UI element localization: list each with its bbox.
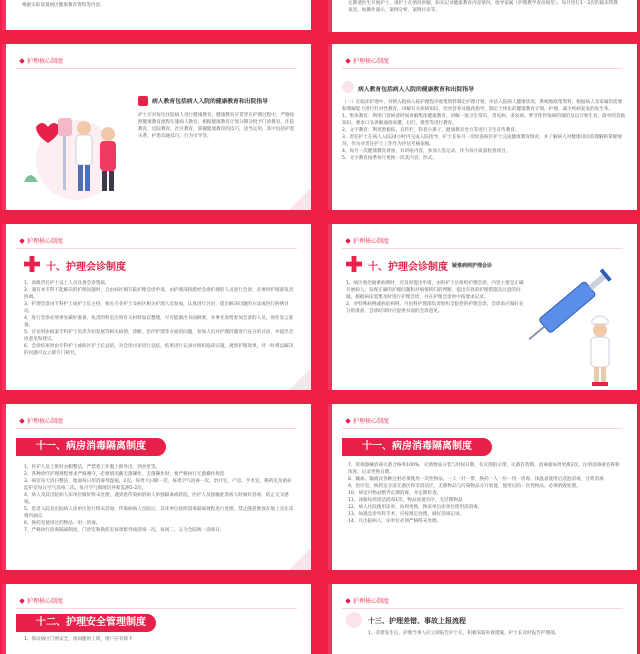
slide-header [20, 236, 63, 245]
slide-body [342, 99, 626, 162]
paragraph: 3、责任护士在病人入院24小时内完成入院指导，护士长每月一次检查病区护士完成健康教育情况，并了解病人对健康知识的理解和掌握情况，作为对责任护士工作作为评估考核依据。 [342, 135, 622, 147]
list-item: 12、病人住院使用床单，每周更换，换床单后床单位使用前消毒。 [348, 505, 483, 510]
corner-decoration [289, 188, 311, 210]
slide-header [20, 416, 63, 425]
divider [16, 608, 297, 609]
header-label: 护理核心制度 [353, 418, 390, 425]
slide-body [368, 630, 622, 637]
list-item: 1、病区收治疑难病例时，应及时提出申请，由科护士长组织护理会诊，内容主要是正确开展病人，发现正确的护理问题和对病情转归的判断，提出有效的护理措施及注意的问题，根据病床需要及时进行护理会诊，并在护理会诊单中按要求记录。 [346, 281, 524, 300]
slide-body [346, 280, 526, 315]
list-item: 8、输血、输液及各种注射必须使用一次性物品，一人一针一带，换药一人一份一用一消毒，体温表使用后浸泡消毒，分类消毒 [348, 477, 604, 482]
slide-title: 十、护理会诊制度 [46, 262, 126, 273]
diamond-icon [19, 598, 25, 604]
slide-9[interactable] [2, 584, 311, 654]
list-item: 5、讨论时由病案专科护士负责介绍发展等相关病情，诊断、治疗护理等方面的问题，参加人员对护理问题进行充分的讨论，并提出会诊意见和建议。 [24, 330, 294, 342]
header-label: 护理核心制度 [27, 238, 64, 245]
slide-text [348, 0, 618, 14]
divider [16, 248, 297, 249]
diamond-icon [19, 58, 25, 64]
slide-body [24, 280, 296, 357]
slide-title: 病人教育包括病人入院的健康教育和出院指导 [152, 99, 268, 105]
corner-decoration [289, 368, 311, 390]
slide-header [346, 236, 389, 245]
list-item: 2、对特殊病例或病危病例，可由科护理部负责组织全院性的护理会诊，会诊前应做好充分的准备，会诊结束时应提供书面的会诊意见。 [346, 302, 524, 314]
paragraph: 1、集体教育：利用门诊候诊时间讲解集体健康教育，讲解一般卫生常识，常见病、多发病、季节性传染病的预防及以计划生育、简单的急救知识，要求口头讲解通俗易懂，幻灯，模型等进行教育。 [342, 114, 626, 126]
header-label: 护理核心制度 [27, 418, 64, 425]
list-item: 6、换药室使用过的物品一用一消毒。 [24, 521, 101, 526]
slide-header [346, 56, 389, 65]
list-item: 7、常规器械消毒灭菌合格率100%，灭菌物品分装与时间日期，有灭菌指示带，灭菌有效期。消毒液每周更换2次，注明消毒液名称和浓度，记录更换日期。 [348, 463, 620, 475]
header-label: 护理核心制度 [353, 238, 390, 245]
slide-4[interactable] [328, 44, 637, 210]
divider [342, 608, 623, 609]
slide-10[interactable] [328, 584, 637, 654]
list-item: 1、高级责任护士以上人员具备会诊资质。 [24, 281, 110, 286]
list-item: 1、医护人员上班时衣帽整洁，严禁着工作服上街外出、到食堂等。 [24, 465, 161, 470]
nurse-patient-illustration [16, 82, 131, 202]
divider [16, 68, 297, 69]
divider [342, 68, 623, 69]
slide-2[interactable] [328, 0, 637, 32]
slide-title-bar: 十二、护理安全管理制度 [16, 614, 156, 632]
doctor-avatar-icon [346, 612, 362, 628]
divider [342, 248, 623, 249]
header-label: 护理核心制度 [353, 58, 390, 65]
header-label: 护理核心制度 [27, 598, 64, 605]
slide-body [24, 464, 296, 534]
diamond-icon [345, 418, 351, 424]
diamond-icon [345, 58, 351, 64]
header-label: 护理核心制度 [353, 598, 390, 605]
heart-icon [342, 81, 354, 93]
medical-cross-icon [346, 256, 362, 272]
slide-title: 十、护理会诊制度 [368, 262, 448, 273]
slide-title-bar: 十一、病房消毒隔离制度 [16, 438, 166, 456]
subtitle-tag: 疑难病例护理会诊 [452, 263, 493, 269]
list-item: 7、严格执行消毒隔离制度，门诊室和换药室每周紫外线消毒一次。每周二、五为全院统一消毒日。 [24, 528, 225, 533]
list-bullet-icon [138, 96, 148, 106]
slide-body [348, 462, 624, 525]
list-item: 4、进行会诊必须事先做好准备，负责的科室应将有关材料加以整理，尽可能做出书面摘要，并事先发给参加会诊的人员，预作发言准备。 [24, 316, 294, 328]
diamond-icon [345, 598, 351, 604]
slide-text [22, 2, 292, 9]
list-item: 11、冰箱每周清洁消毒1次，物品放置有序，无过期物品 [348, 498, 463, 503]
list-item: 13、如遇急诊外科手术，应按规定处理，做好消毒记录。 [348, 512, 465, 517]
diamond-icon [345, 238, 351, 244]
list-item: 5、患者入院及出院病人床单位进行终末消毒，传染病病人出院后，其床单位按照消毒隔离规程进行处理，禁止随意堆放在地上及在床椅内滴点 [24, 507, 294, 519]
list-item: 9、治疗室、换药室分清无菌区和非清洁区，无菌物品与污染物品分开放置，使用后的一次性物品，必须销毁处理。 [348, 484, 581, 489]
list-item: 3、护理会诊由专科护士或护士长主持，相关专业护士及病区相关护理人员参加，认真进行讨论，提出解决问题的方法或进行病例讨论。 [24, 302, 289, 314]
divider [16, 428, 297, 429]
paragraph: 5、文字教育按季每月更换一次其内容、形式。 [342, 156, 437, 161]
slide-3[interactable] [2, 44, 311, 210]
list-item: 1、保证病区门窗安全，夜间随时上锁，窗户应有锁卡 [24, 637, 133, 642]
slide-title-bar: 十一、病房消毒隔离制度 [342, 438, 492, 456]
slide-header [346, 596, 389, 605]
slide-header [20, 596, 63, 605]
syringe-nurse-illustration [528, 258, 628, 388]
list-item: 10、病室内物品整齐定期消毒，并定期检查。 [348, 491, 442, 496]
slide-header [20, 56, 63, 65]
list-item: 2、遇有本专科不能解决的护理问题时，自由病区填写院护理会诊申请，由护理部指派经会诊护理的人员进行会诊，必要时护理部负责协调。 [24, 288, 294, 300]
medical-cross-icon [24, 256, 40, 272]
list-item: 2、各种诊疗护理规程要求严格遵守，必要情况戴无菌操作，无菌操作时，要严格执行无菌操作规范 [24, 472, 225, 477]
paragraph: 2、文字教育：利用黑板报，宣传栏，科普小册子，健康教育处方等进行卫生宣传教育。 [342, 128, 520, 133]
slide-title: 病人教育包括病人入院的健康教育和出院指导 [358, 87, 474, 93]
corner-decoration [289, 548, 311, 570]
slide-6[interactable] [328, 224, 637, 390]
diamond-icon [19, 238, 25, 244]
list-item: 1、差错发生后，护理当事人应立即报告护士长，积极采取补救措施，护士长及时报告护理部。 [368, 631, 560, 636]
slide-title: 十三、护理差错、事故上报流程 [368, 617, 466, 625]
list-item: 6、会诊结束时由专科护士或病区护士长总结，对会诊讨论进行总结，结果进行记录并组织临床实施，观察护理效果，对一时难以解决的问题可以立即专门研究。 [24, 344, 294, 356]
slide-5[interactable] [2, 224, 311, 390]
list-item: 3、病室每天清扫整洁，地面每日用消毒剂湿拖。2次，每周大扫除一次，每周空气消毒一次。治疗室、产房、手术室、换药室及重症监护室每日空气消毒二次。每月空气细菌培养和监测1-2次。 [24, 479, 292, 491]
divider [342, 428, 623, 429]
slide-header [346, 416, 389, 425]
paragraph: （一）在临床护理中，对新入院病人按护理程序收集资料制定护理计划，评估入院病人健康状况，系统地收集资料，根据病人及家属的需要和理解能力进行针对性教育，讲解有关疾病知识，饮食营养及服药指导，制定个体化的健康教育计划，护理，减少疾病复发的发生率。 [342, 100, 623, 112]
list-item: 14、凡出院病人，床单位必须严格终末处理。 [348, 519, 442, 524]
slide-body: 护士应对每位住院病人进行健康教育，健康教育应贯穿在护理过程中，严格按照健康教育流程实施病人教育，根据健康教育计划分期分批予门诊教育，住院教育，出院教育，社区教育，掌握健康教育的技巧，适当运用，其中包括护患关系，护患沟通技巧，行为引导等。 [138, 113, 295, 139]
slide-7[interactable] [2, 404, 311, 570]
list-item: 4、病人及其出院病人床单位做好终末处理，遇到患传染病的病人单独隔离或转院，医护人员接触此类病人时做好消毒，防止交叉感染。 [24, 493, 289, 505]
text-line: 根据实际设置病区健康教育资料等内容。 [22, 3, 105, 8]
paragraph: 4、每月一次健康教育讲座，有讲座内容，参加人签记录，作为每月质量检查项目。 [342, 149, 511, 154]
text-line: 定期请医生开展护士，请护士在情况讲解，如实记录健康教育内容情况，指导家属（护理教学查房规范），每月进行1－2次的临床带教查房，如操作演示，案例分析，案例讨论等。 [348, 1, 618, 13]
slide-8[interactable] [328, 404, 637, 570]
header-label: 护理核心制度 [27, 58, 64, 65]
slide-1[interactable] [2, 0, 311, 30]
diamond-icon [19, 418, 25, 424]
